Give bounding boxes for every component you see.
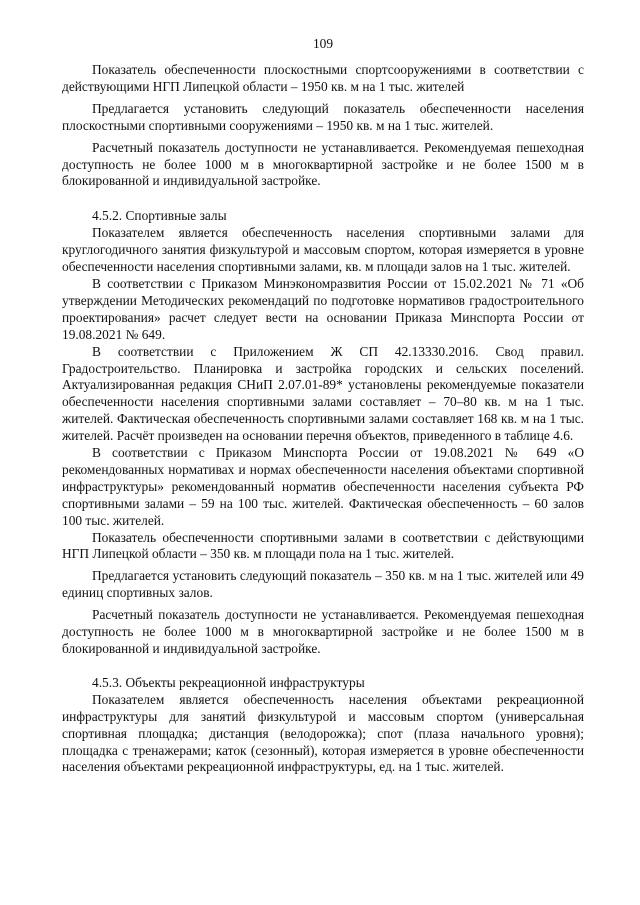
paragraph: Показателем является обеспеченность населения спортивными залами для круглогодичного занятия физкультурой и массовым спортом, которая измеряется в уровне обеспеченности населения спортивными залами, кв. м площади залов на 1 тыс. жителей. — [62, 225, 584, 275]
document-body — [62, 62, 584, 776]
section-heading: 4.5.3. Объекты рекреационной инфраструктуры — [92, 674, 365, 690]
paragraph: Показатель обеспеченности спортивными залами в соответствии с действующими НГП Липецкой области – 350 кв. м площади пола на 1 тыс. жителей. — [62, 529, 584, 562]
page-number: 109 — [312, 36, 334, 51]
section-heading: 4.5.2. Спортивные залы — [92, 208, 227, 224]
paragraph: Расчетный показатель доступности не устанавливается. Рекомендуемая пешеходная доступность не более 1000 м в многоквартирной застройке и не более 1500 м в блокированной и индивидуальной застройке. — [62, 607, 584, 656]
paragraph: Показателем является обеспеченность населения объектами рекреационной инфраструктуры для занятий физкультурой и массовым спортом (универсальная спортивная площадка; дистанция (велодорожка); спот (плаза начального уровня); площадка с тренажерами; каток (сезонный), которая измеряется в уровне обеспеченности населения объектами рекреационной инфраструктуры, ед. на 1 тыс. жителей. — [62, 691, 584, 775]
paragraph: В соответствии с Приказом Минэкономразвития России от 15.02.2021 № 71 «Об утверждении Методических рекомендаций по подготовке нормативов градостроительного проектирования» расчет следует вести на основании Приказа Минспорта России от 19.08.2021 № 649. — [62, 275, 584, 342]
paragraph: Показатель обеспеченности плоскостными спортсооружениями в соответствии с действующими НГП Липецкой области – 1950 кв. м на 1 тыс. жителей — [62, 62, 584, 94]
paragraph: В соответствии с Приложением Ж СП 42.13330.2016. Свод правил. Градостроительство. Планировка и застройка городских и сельских поселений. Актуализированная редакция СНиП 2.07.01-89* установлены рекомендуемые показатели обеспеченности населения спортивными залами составляет – 70–80 кв. м на 1 тыс. жителей. Фактическая обеспеченность спортивными залами составляет 168 кв. м на 1 тыс. жителей. Расчёт произведен на основании перечня объектов, приведенного в таблице 4.6. — [62, 343, 584, 444]
paragraph: Предлагается установить следующий показатель – 350 кв. м на 1 тыс. жителей или 49 единиц спортивных залов. — [62, 568, 584, 601]
paragraph: В соответствии с Приказом Минспорта России от 19.08.2021 № 649 «О рекомендованных нормативах и нормах обеспеченности населения объектами спортивной инфраструктуры» рекомендованный норматив обеспеченности населения субъекта РФ спортивными залами – 59 на 100 тыс. жителей. Фактическая обеспеченность – 60 залов 100 тыс. жителей. — [62, 445, 584, 528]
paragraph: Расчетный показатель доступности не устанавливается. Рекомендуемая пешеходная доступность не более 1000 м в многоквартирной застройке и не более 1500 м в блокированной и индивидуальной застройке. — [62, 139, 584, 189]
paragraph: Предлагается установить следующий показатель обеспеченности населения плоскостными спортивными сооружениями – 1950 кв. м на 1 тыс. жителей. — [62, 100, 584, 133]
